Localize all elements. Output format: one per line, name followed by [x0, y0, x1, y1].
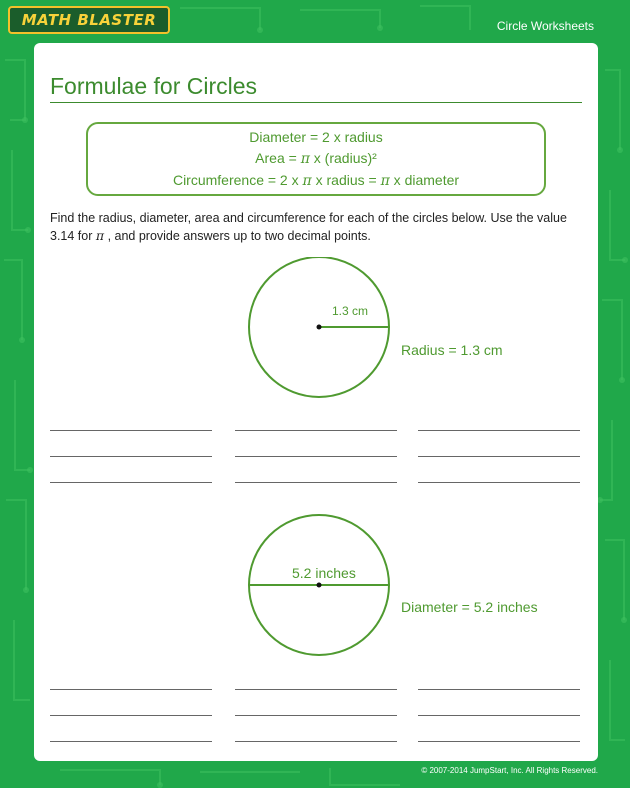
diameter-side-label: Diameter = 5.2 inches [401, 599, 538, 615]
answer-line[interactable] [418, 741, 580, 742]
answer-line[interactable] [50, 482, 212, 483]
diameter-inner-label: 5.2 inches [292, 565, 356, 581]
answer-line[interactable] [235, 715, 397, 716]
answer-line[interactable] [418, 456, 580, 457]
answer-line[interactable] [50, 689, 212, 690]
math-blaster-logo[interactable]: MATH BLASTER [8, 6, 170, 34]
center-point [317, 583, 322, 588]
answer-line[interactable] [418, 689, 580, 690]
center-point [317, 325, 322, 330]
circ-formula-part3: x diameter [389, 171, 460, 188]
answer-line[interactable] [50, 456, 212, 457]
answer-line[interactable] [418, 482, 580, 483]
pi-symbol: π [380, 172, 390, 189]
diameter-circle-figure [246, 514, 392, 660]
answer-line[interactable] [418, 715, 580, 716]
radius-side-label: Radius = 1.3 cm [401, 342, 503, 358]
answer-line[interactable] [235, 430, 397, 431]
circ-formula-part2: x radius = [311, 171, 381, 188]
answer-line[interactable] [50, 430, 212, 431]
area-formula [255, 148, 377, 170]
diameter-formula: Diameter = 2 x radius [249, 128, 383, 145]
radius-inner-label: 1.3 cm [332, 304, 369, 318]
page-title: Formulae for Circles [50, 73, 258, 99]
area-formula-suffix: x (radius)² [309, 149, 377, 166]
instructions-part2: , and provide answers up to two decimal points. [104, 229, 371, 243]
circ-formula-part1: Circumference = 2 x [172, 171, 303, 188]
answer-line[interactable] [418, 430, 580, 431]
circumference-formula [173, 170, 459, 192]
pi-symbol: π [95, 228, 105, 243]
answer-line[interactable] [50, 715, 212, 716]
answer-line[interactable] [235, 741, 397, 742]
answer-line[interactable] [50, 741, 212, 742]
radius-circle-figure [246, 257, 392, 403]
title-divider [50, 102, 582, 103]
worksheet-sheet [34, 43, 598, 761]
answer-line[interactable] [235, 456, 397, 457]
answer-line[interactable] [235, 689, 397, 690]
pi-symbol: π [300, 150, 310, 167]
copyright-notice: © 2007-2014 JumpStart, Inc. All Rights Reserved. [421, 766, 598, 775]
area-formula-prefix: Area = [255, 149, 301, 166]
instructions-text [50, 209, 590, 245]
pi-symbol: π [302, 172, 312, 189]
answer-line[interactable] [235, 482, 397, 483]
formula-box [86, 122, 546, 196]
category-label: Circle Worksheets [496, 19, 594, 33]
instructions-part1: Find the radius, diameter, area and circumference for each of the circles below. Use the value 3.14 for [50, 211, 567, 243]
